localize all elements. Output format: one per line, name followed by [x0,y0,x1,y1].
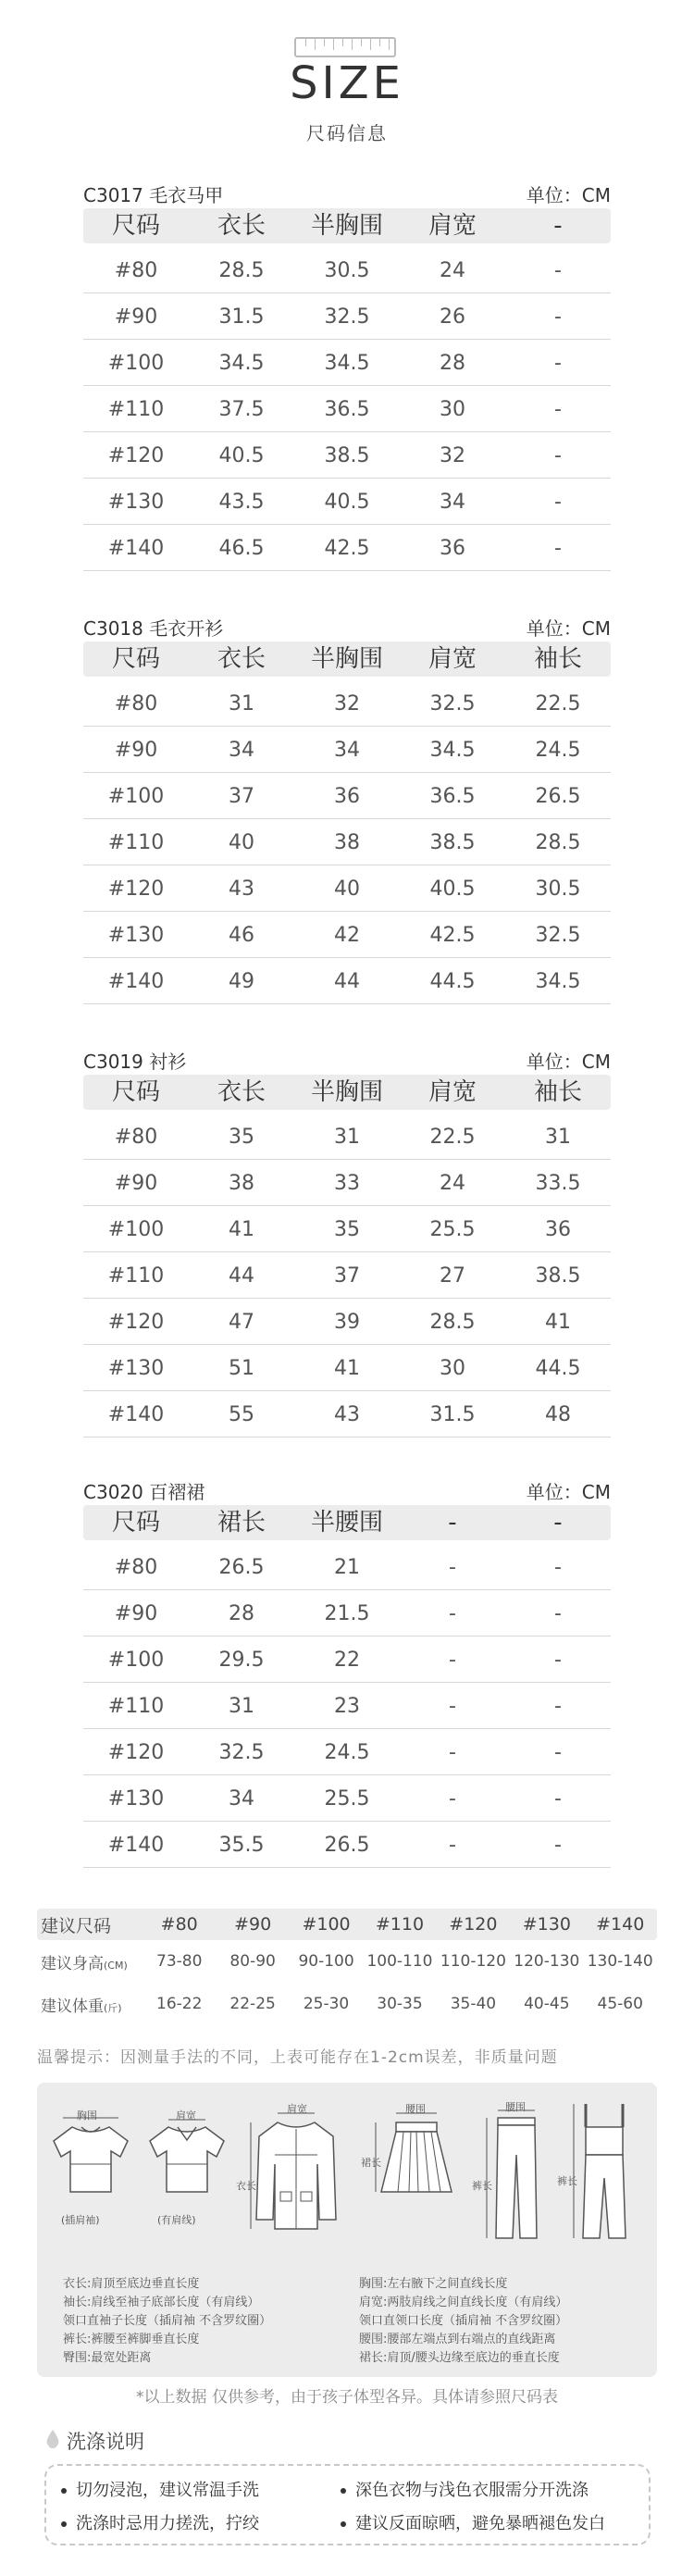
ruler-icon [294,37,396,57]
table-cell: #130 [107,924,165,947]
column-header: 衣长 [217,1078,266,1106]
table-cell: 47 [229,1311,254,1334]
definition-line: 袖长:肩线至袖子底部长度（有肩线） [63,2296,260,2309]
column-header: 肩宽 [428,1078,477,1106]
table-title: C3019 衬衫 [83,1051,187,1073]
row-label [37,1950,143,1973]
table-cell: #100 [107,1218,165,1241]
recommended-size: #80 [160,1914,198,1935]
table-cell: #140 [107,970,165,993]
recommendation-value: 45-60 [597,1995,643,2013]
table-cell: #120 [107,444,165,467]
table-cell: 32.5 [535,924,581,947]
table-cell: 22.5 [429,1126,476,1149]
recommendation-label: 建议尺码 [41,1915,112,1936]
table-cell: 38.5 [429,831,476,854]
row-label-text: 建议体重 [41,1997,104,2016]
table-cell: 24 [440,1172,465,1195]
table-cell: #90 [114,1172,158,1195]
table-cell: - [554,491,562,514]
table-title: C3020 百褶裙 [83,1481,205,1503]
table-row [83,819,611,865]
table-cell: #110 [107,831,165,854]
table-cell: 24.5 [324,1741,370,1764]
table-cell: 31.5 [218,305,265,329]
recommended-size: #140 [596,1914,645,1935]
table-unit: 单位：CM [526,1481,611,1503]
recommended-size: #90 [234,1914,272,1935]
table-cell: #100 [107,352,165,375]
table-cell: 34 [229,1787,254,1811]
recommendation-value: 25-30 [303,1995,350,2013]
table-title: C3018 毛衣开衫 [83,617,224,640]
recommendation-value: 16-22 [156,1995,203,2013]
table-row [83,1391,611,1437]
definition-line: 领口直领口长度（插肩袖 不含罗纹圈） [359,2314,568,2328]
table-cell: #140 [107,1403,165,1426]
table-cell: 37 [229,785,254,808]
table-cell: 30.5 [535,877,581,901]
table-cell: 40 [229,831,254,854]
table-cell: 42.5 [429,924,476,947]
water-drop-icon [44,2429,61,2453]
table-row [83,1636,611,1683]
table-cell: 22.5 [535,692,581,716]
column-header: 袖长 [533,645,582,673]
recommended-size: #100 [302,1914,351,1935]
table-row [83,680,611,727]
table-cell: - [554,1695,562,1718]
table-cell: 34 [440,491,465,514]
table-cell: - [554,537,562,560]
table-cell: 28.5 [535,831,581,854]
recommendation-value: 35-40 [450,1995,497,2013]
table-cell: 39 [334,1311,360,1334]
table-cell: 31 [229,1695,254,1718]
table-cell: - [449,1695,456,1718]
recommendation-value: 80-90 [229,1952,276,1971]
recommendation-table [37,1909,657,2025]
table-cell: #100 [107,785,165,808]
column-header: 尺码 [111,1078,160,1106]
washing-item: 建议反面晾晒，避免暴晒褪色发白 [341,2510,605,2534]
table-cell: #80 [114,1556,158,1579]
definition-line: 肩宽:两肢肩线之间直线长度（有肩线） [359,2296,568,2309]
table-cell: 38.5 [535,1264,581,1288]
column-header: 尺码 [111,1509,160,1537]
table-cell: 25.5 [324,1787,370,1811]
table-cell: 40.5 [218,444,265,467]
column-header: 尺码 [111,212,160,240]
column-header: - [553,1509,563,1537]
table-cell: 43 [334,1403,360,1426]
table-row [83,479,611,525]
row-label-unit: (CM) [104,1959,128,1972]
table-header [83,641,611,677]
washing-title: 洗涤说明 [67,2431,144,2453]
table-cell: 38.5 [324,444,370,467]
table-cell: 28 [229,1602,254,1625]
table-cell: 23 [334,1695,360,1718]
table-row [83,1114,611,1160]
table-row [83,727,611,773]
recommendation-value: 110-120 [440,1952,506,1971]
recommendation-header [37,1909,657,1940]
table-cell: 32.5 [218,1741,265,1764]
column-header: 裙长 [217,1509,266,1537]
table-cell: 36 [545,1218,571,1241]
table-unit: 单位：CM [526,617,611,640]
table-row [83,1729,611,1775]
table-cell: - [449,1787,456,1811]
table-cell: 37.5 [218,398,265,421]
recommended-size: #130 [522,1914,571,1935]
table-row [83,340,611,386]
table-row [83,1299,611,1345]
pants-illustration: 腰围 裤长 [479,2099,553,2257]
table-cell: 51 [229,1357,254,1380]
table-unit: 单位：CM [526,1051,611,1073]
column-header: 肩宽 [428,212,477,240]
table-cell: 42 [334,924,360,947]
table-cell: #120 [107,1741,165,1764]
table-header [83,1505,611,1540]
washing-item: 洗涤时忌用力搓洗，拧绞 [61,2510,259,2534]
table-body [83,1114,611,1437]
table-cell: 28 [440,352,465,375]
table-cell: 26.5 [324,1834,370,1857]
table-row [83,247,611,293]
definition-line: 衣长:肩顶至底边垂直长度 [63,2277,200,2291]
table-cell: - [449,1834,456,1857]
table-cell: #130 [107,1787,165,1811]
table-cell: 30 [440,398,465,421]
table-cell: 34 [334,739,360,762]
table-cell: - [554,1649,562,1672]
recommended-size: #120 [449,1914,498,1935]
table-cell: 46 [229,924,254,947]
table-cell: 34.5 [429,739,476,762]
table-cell: #90 [114,305,158,329]
size-table-section [83,614,611,1012]
measurement-tip: 温馨提示：因测量手法的不同，上表可能存在1-2cm误差，非质量问题 [37,2048,558,2067]
column-header: 半腰围 [310,1509,383,1537]
table-cell: 32 [440,444,465,467]
table-cell: - [554,1787,562,1811]
table-cell: #130 [107,1357,165,1380]
recommendation-value: 22-25 [229,1995,276,2013]
table-cell: #80 [114,1126,158,1149]
washing-item: 深色衣物与浅色衣服需分开洗涤 [341,2477,589,2501]
table-cell: 34 [229,739,254,762]
size-table-section [83,180,611,579]
table-body [83,1544,611,1868]
table-cell: - [449,1556,456,1579]
column-header: 肩宽 [428,645,477,673]
table-cell: - [449,1649,456,1672]
table-cell: - [449,1741,456,1764]
table-cell: #90 [114,1602,158,1625]
table-cell: - [449,1602,456,1625]
column-header: 衣长 [217,645,266,673]
table-cell: 31 [334,1126,360,1149]
table-cell: 44 [229,1264,254,1288]
table-cell: 27 [440,1264,465,1288]
table-cell: 36 [334,785,360,808]
table-cell: 40 [334,877,360,901]
recommended-size: #110 [375,1914,425,1935]
table-cell: 32.5 [324,305,370,329]
table-cell: 41 [229,1218,254,1241]
table-cell: 38 [334,831,360,854]
table-cell: - [554,352,562,375]
table-cell: 21.5 [324,1602,370,1625]
row-label [37,1993,143,2016]
table-cell: 22 [334,1649,360,1672]
table-cell: #110 [107,398,165,421]
table-row [83,1544,611,1590]
table-cell: 40.5 [429,877,476,901]
table-row [83,865,611,912]
table-cell: 24.5 [535,739,581,762]
table-row [83,1252,611,1299]
table-cell: 38 [229,1172,254,1195]
table-cell: 26.5 [218,1556,265,1579]
table-body [83,680,611,1004]
table-cell: #100 [107,1649,165,1672]
table-title: C3017 毛衣马甲 [83,184,224,206]
recommendation-value: 90-100 [298,1952,354,1971]
recommendation-value: 73-80 [156,1952,203,1971]
table-cell: #140 [107,537,165,560]
table-row [83,1206,611,1252]
table-cell: 49 [229,970,254,993]
table-cell: 35 [334,1218,360,1241]
table-cell: 34.5 [535,970,581,993]
table-cell: 32.5 [429,692,476,716]
table-cell: 26.5 [535,785,581,808]
reference-note: *以上数据 仅供参考，由于孩子体型各异。具体请参照尺码表 [136,2388,558,2407]
table-row [83,773,611,819]
table-cell: 44.5 [429,970,476,993]
table-cell: #130 [107,491,165,514]
table-row [83,912,611,958]
table-cell: 44.5 [535,1357,581,1380]
jacket-illustration: 肩宽 衣长 [245,2099,347,2257]
column-header: 尺码 [111,645,160,673]
row-label-unit: (斤) [104,2001,122,2014]
table-row [83,293,611,340]
table-cell: 36.5 [429,785,476,808]
skirt-illustration: 腰围 裙长 [370,2099,463,2238]
definition-line: 裙长:肩顶/腰头边缘至底边的垂直长度 [359,2351,560,2365]
table-row [83,1683,611,1729]
table-cell: 41 [545,1311,571,1334]
table-cell: 55 [229,1403,254,1426]
table-cell: 34.5 [218,352,265,375]
table-row [83,386,611,432]
table-row [83,1775,611,1822]
size-table-section [83,1047,611,1445]
table-cell: 43.5 [218,491,265,514]
table-cell: 40.5 [324,491,370,514]
table-cell: 35 [229,1126,254,1149]
column-header: 半胸围 [310,212,383,240]
table-cell: - [554,1602,562,1625]
washing-instructions [44,2464,651,2545]
table-cell: 44 [334,970,360,993]
table-cell: 24 [440,259,465,282]
recommendation-value: 30-35 [377,1995,423,2013]
definition-line: 臀围:最宽处距离 [63,2351,152,2365]
washing-item: 切勿浸泡，建议常温手洗 [61,2477,259,2501]
table-cell: - [554,1834,562,1857]
page-header [0,37,694,144]
table-cell: 48 [545,1403,571,1426]
table-cell: - [554,259,562,282]
recommended-height-row [37,1940,657,1983]
table-cell: #110 [107,1264,165,1288]
recommendation-value: 120-130 [514,1952,580,1971]
table-header [83,1075,611,1110]
table-cell: 35.5 [218,1834,265,1857]
definition-line: 腰围:腰部左端点到右端点的直线距离 [359,2333,556,2346]
recommendation-value: 40-45 [524,1995,570,2013]
table-cell: - [554,1741,562,1764]
row-label-text: 建议身高 [41,1954,104,1973]
table-row [83,1345,611,1391]
table-row [83,958,611,1004]
table-cell: 30 [440,1357,465,1380]
table-cell: 21 [334,1556,360,1579]
table-body [83,247,611,571]
table-row [83,1822,611,1868]
table-row [83,525,611,571]
table-cell: 36 [440,537,465,560]
table-row [83,1590,611,1636]
table-cell: 31.5 [429,1403,476,1426]
column-header: 袖长 [533,1078,582,1106]
table-cell: #80 [114,692,158,716]
table-cell: 37 [334,1264,360,1288]
recommended-weight-row [37,1983,657,2025]
tee-shoulder-illustration: 肩宽 (有肩线) [141,2099,233,2238]
table-cell: - [554,305,562,329]
column-header: 半胸围 [310,645,383,673]
table-row [83,1160,611,1206]
recommendation-value: 130-140 [587,1952,653,1971]
column-header: - [553,212,563,240]
table-cell: 25.5 [429,1218,476,1241]
column-header: 半胸围 [310,1078,383,1106]
table-cell: 42.5 [324,537,370,560]
table-cell: 29.5 [218,1649,265,1672]
table-cell: 33 [334,1172,360,1195]
table-cell: 28.5 [429,1311,476,1334]
table-unit: 单位：CM [526,184,611,206]
page-title: SIZE [290,57,404,109]
table-cell: #90 [114,739,158,762]
table-cell: 31 [545,1126,571,1149]
table-cell: 41 [334,1357,360,1380]
table-cell: 31 [229,692,254,716]
table-cell: 28.5 [218,259,265,282]
column-header: 衣长 [217,212,266,240]
definition-line: 领口直袖子长度（插肩袖 不含罗纹圈） [63,2314,272,2328]
table-cell: #120 [107,1311,165,1334]
table-cell: - [554,444,562,467]
table-cell: 26 [440,305,465,329]
recommendation-value: 100-110 [366,1952,433,1971]
definition-line: 胸围:左右腋下之间直线长度 [359,2277,508,2291]
overalls-illustration: 裤长 [563,2099,646,2257]
table-cell: 36.5 [324,398,370,421]
table-cell: 33.5 [535,1172,581,1195]
table-cell: #80 [114,259,158,282]
table-cell: #120 [107,877,165,901]
column-header: - [448,1509,457,1537]
definition-line: 裤长:裤腰至裤脚垂直长度 [63,2333,200,2346]
tee-raglan-illustration: 胸围 (插肩袖) [44,2099,137,2238]
table-cell: 32 [334,692,360,716]
table-cell: - [554,1556,562,1579]
table-cell: #140 [107,1834,165,1857]
measurement-diagram [37,2083,657,2377]
table-cell: #110 [107,1695,165,1718]
size-table-section [83,1477,611,1875]
table-cell: 34.5 [324,352,370,375]
table-cell: - [554,398,562,421]
table-cell: 43 [229,877,254,901]
table-cell: 30.5 [324,259,370,282]
table-header [83,208,611,243]
page-subtitle: 尺码信息 [306,122,388,144]
table-cell: 46.5 [218,537,265,560]
table-row [83,432,611,479]
